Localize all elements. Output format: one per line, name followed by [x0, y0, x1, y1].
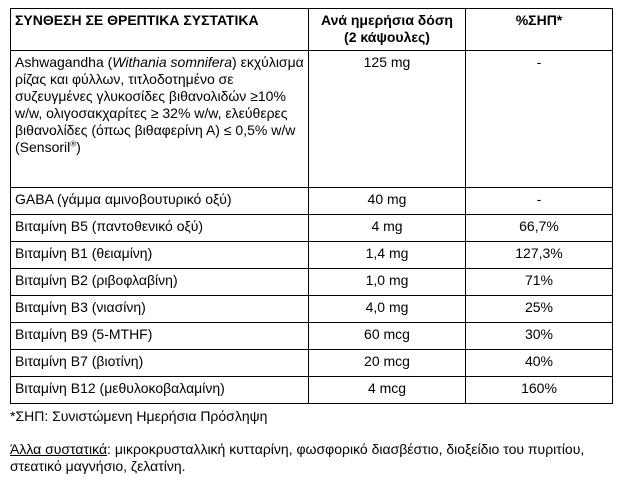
- registered-mark: ®: [70, 139, 77, 149]
- ashwagandha-name-prefix: Ashwagandha (: [15, 54, 113, 70]
- ingredient-dose: 1,0 mg: [309, 269, 466, 296]
- header-daily-dose: [309, 9, 466, 51]
- ingredient-name: Βιταμίνη B9 (5-MTHF): [11, 323, 309, 350]
- ingredient-name: Βιταμίνη B7 (βιοτίνη): [11, 350, 309, 377]
- header-rda: %ΣΗΠ*: [466, 9, 613, 51]
- header-composition: ΣΥΝΘΕΣΗ ΣΕ ΘΡΕΠΤΙΚΑ ΣΥΣΤΑΤΙΚΑ: [11, 9, 309, 51]
- ashwagandha-description: εκχύλισμα ρίζας και φύλλων, τιτλοδοτημένο σε συζευγμένες γλυκοσίδες βιθανολιδών ≥10% w/w, ολιγοσακχαρίτες ≥ 32% w/w, ελεύθερες βιθανολίδες (όπως βιθαφερίνη Α) ≤ 0,5% w/w (Sensoril: [15, 54, 304, 155]
- ingredient-name: Βιταμίνη B12 (μεθυλοκοβαλαμίνη): [11, 377, 309, 404]
- ashwagandha-ingredient: [11, 51, 309, 188]
- ingredient-dose: 60 mcg: [309, 323, 466, 350]
- other-ingredients-text: : μικροκρυσταλλική κυτταρίνη, φωσφορικό διασβέστιο, διοξείδιο του πυριτίου, στεατικό μαγνήσιο, ζελατίνη.: [10, 441, 585, 474]
- other-ingredients: [10, 441, 612, 475]
- ingredient-rda: 25%: [466, 296, 613, 323]
- ingredient-dose: 4 mcg: [309, 377, 466, 404]
- ingredient-rda: 71%: [466, 269, 613, 296]
- ashwagandha-close: ): [76, 139, 81, 155]
- other-ingredients-label: Άλλα συστατικά: [10, 441, 108, 457]
- ingredient-dose: 20 mcg: [309, 350, 466, 377]
- table-row-ashwagandha: [11, 51, 613, 188]
- ingredient-dose: 4,0 mg: [309, 296, 466, 323]
- ingredient-rda: 66,7%: [466, 215, 613, 242]
- ingredient-rda: 30%: [466, 323, 613, 350]
- table-row-b9: [11, 323, 613, 350]
- header-daily-dose-line2: (2 κάψουλες): [344, 29, 430, 45]
- table-row-b12: [11, 377, 613, 404]
- header-daily-dose-line1: Ανά ημερήσια δόση: [321, 12, 453, 28]
- table-row-b5: [11, 215, 613, 242]
- table-row-b7: [11, 350, 613, 377]
- ingredient-rda: 160%: [466, 377, 613, 404]
- table-row-b1: [11, 242, 613, 269]
- ashwagandha-name-suffix: ): [232, 54, 237, 70]
- table-row-b2: [11, 269, 613, 296]
- ingredient-name: Βιταμίνη B1 (θειαμίνη): [11, 242, 309, 269]
- ashwagandha-rda: -: [466, 51, 613, 188]
- ingredient-name: Βιταμίνη B3 (νιασίνη): [11, 296, 309, 323]
- ingredient-name: Βιταμίνη B2 (ριβοφλαβίνη): [11, 269, 309, 296]
- ingredient-dose: 40 mg: [309, 188, 466, 215]
- ingredient-name: GABA (γάμμα αμινοβουτυρικό οξύ): [11, 188, 309, 215]
- ingredient-dose: 1,4 mg: [309, 242, 466, 269]
- ingredient-rda: 40%: [466, 350, 613, 377]
- table-row-gaba: [11, 188, 613, 215]
- ingredient-rda: -: [466, 188, 613, 215]
- nutrition-table: [10, 8, 613, 404]
- ingredient-rda: 127,3%: [466, 242, 613, 269]
- ashwagandha-dose: 125 mg: [309, 51, 466, 188]
- table-header-row: [11, 9, 613, 51]
- supplement-facts-page: [10, 8, 612, 475]
- ashwagandha-latin-name: Withania somnifera: [112, 54, 233, 70]
- ingredient-name: Βιταμίνη B5 (παντοθενικό οξύ): [11, 215, 309, 242]
- table-row-b3: [11, 296, 613, 323]
- rda-footnote: *ΣΗΠ: Συνιστώμενη Ημερήσια Πρόσληψη: [10, 408, 268, 424]
- ingredient-dose: 4 mg: [309, 215, 466, 242]
